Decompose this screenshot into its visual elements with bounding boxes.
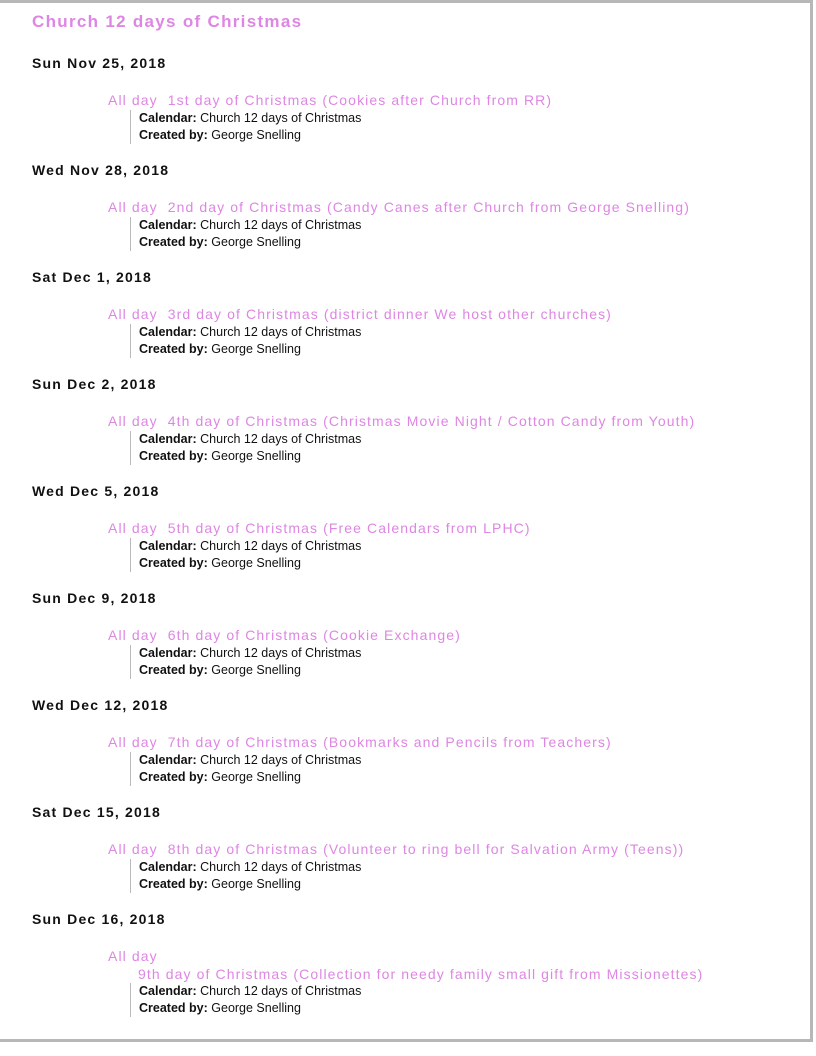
created-by-label: Created by: (139, 877, 208, 891)
event-item[interactable] (108, 412, 804, 465)
created-by-label: Created by: (139, 770, 208, 784)
date-heading: Wed Dec 5, 2018 (32, 483, 160, 499)
calendar-label: Calendar: (139, 753, 197, 767)
event-creator: George Snelling (211, 342, 301, 356)
event-calendar: Church 12 days of Christmas (200, 325, 362, 339)
date-heading: Sat Dec 15, 2018 (32, 804, 161, 820)
event-details (130, 324, 804, 358)
date-heading: Sun Nov 25, 2018 (32, 55, 167, 71)
date-heading: Sat Dec 1, 2018 (32, 269, 152, 285)
event-item[interactable] (108, 305, 804, 358)
calendar-label: Calendar: (139, 218, 197, 232)
event-item[interactable] (108, 947, 804, 1017)
event-time: All day (108, 306, 158, 322)
event-item[interactable] (108, 626, 804, 679)
event-calendar: Church 12 days of Christmas (200, 432, 362, 446)
calendar-label: Calendar: (139, 646, 197, 660)
date-heading: Sun Dec 9, 2018 (32, 590, 157, 606)
event-title[interactable]: 4th day of Christmas (Christmas Movie Night / Cotton Candy from Youth) (167, 413, 696, 429)
event-details (130, 752, 804, 786)
event-title[interactable]: 2nd day of Christmas (Candy Canes after Church from George Snelling) (167, 199, 690, 215)
event-creator: George Snelling (211, 235, 301, 249)
created-by-label: Created by: (139, 663, 208, 677)
event-time: All day (108, 520, 158, 536)
event-item[interactable] (108, 733, 804, 786)
event-details (130, 983, 804, 1017)
event-calendar: Church 12 days of Christmas (200, 860, 362, 874)
created-by-label: Created by: (139, 342, 208, 356)
date-heading: Wed Dec 12, 2018 (32, 697, 169, 713)
calendar-label: Calendar: (139, 432, 197, 446)
event-item[interactable] (108, 840, 804, 893)
created-by-label: Created by: (139, 235, 208, 249)
event-calendar: Church 12 days of Christmas (200, 984, 362, 998)
event-title[interactable]: 1st day of Christmas (Cookies after Church from RR) (167, 92, 553, 108)
event-title[interactable]: 6th day of Christmas (Cookie Exchange) (167, 627, 461, 643)
event-title[interactable]: 7th day of Christmas (Bookmarks and Pencils from Teachers) (167, 734, 612, 750)
event-time: All day (108, 734, 158, 750)
event-title[interactable]: 3rd day of Christmas (district dinner We host other churches) (167, 306, 612, 322)
event-creator: George Snelling (211, 128, 301, 142)
event-creator: George Snelling (211, 556, 301, 570)
created-by-label: Created by: (139, 128, 208, 142)
calendar-label: Calendar: (139, 539, 197, 553)
calendar-label: Calendar: (139, 984, 197, 998)
date-heading: Sun Dec 16, 2018 (32, 911, 166, 927)
event-details (130, 859, 804, 893)
created-by-label: Created by: (139, 556, 208, 570)
calendar-label: Calendar: (139, 860, 197, 874)
event-details (130, 538, 804, 572)
event-details (130, 110, 804, 144)
event-calendar: Church 12 days of Christmas (200, 753, 362, 767)
event-details (130, 645, 804, 679)
event-creator: George Snelling (211, 449, 301, 463)
created-by-label: Created by: (139, 449, 208, 463)
event-item[interactable] (108, 91, 804, 144)
event-title[interactable]: 8th day of Christmas (Volunteer to ring bell for Salvation Army (Teens)) (167, 841, 685, 857)
event-item[interactable] (108, 519, 804, 572)
event-time: All day (108, 627, 158, 643)
event-calendar: Church 12 days of Christmas (200, 539, 362, 553)
event-details (130, 431, 804, 465)
event-time: All day (108, 92, 158, 108)
event-title[interactable]: 9th day of Christmas (Collection for needy family small gift from Missionettes) (138, 966, 704, 982)
event-calendar: Church 12 days of Christmas (200, 646, 362, 660)
calendar-label: Calendar: (139, 325, 197, 339)
calendar-title: Church 12 days of Christmas (32, 12, 303, 31)
calendar-label: Calendar: (139, 111, 197, 125)
event-time: All day (108, 948, 158, 964)
event-creator: George Snelling (211, 663, 301, 677)
date-heading: Sun Dec 2, 2018 (32, 376, 157, 392)
event-creator: George Snelling (211, 1001, 301, 1015)
date-heading: Wed Nov 28, 2018 (32, 162, 170, 178)
event-time: All day (108, 199, 158, 215)
created-by-label: Created by: (139, 1001, 208, 1015)
event-item[interactable] (108, 198, 804, 251)
event-calendar: Church 12 days of Christmas (200, 218, 362, 232)
event-creator: George Snelling (211, 877, 301, 891)
event-time: All day (108, 841, 158, 857)
event-calendar: Church 12 days of Christmas (200, 111, 362, 125)
event-title[interactable]: 5th day of Christmas (Free Calendars from LPHC) (167, 520, 531, 536)
event-time: All day (108, 413, 158, 429)
event-details (130, 217, 804, 251)
event-creator: George Snelling (211, 770, 301, 784)
